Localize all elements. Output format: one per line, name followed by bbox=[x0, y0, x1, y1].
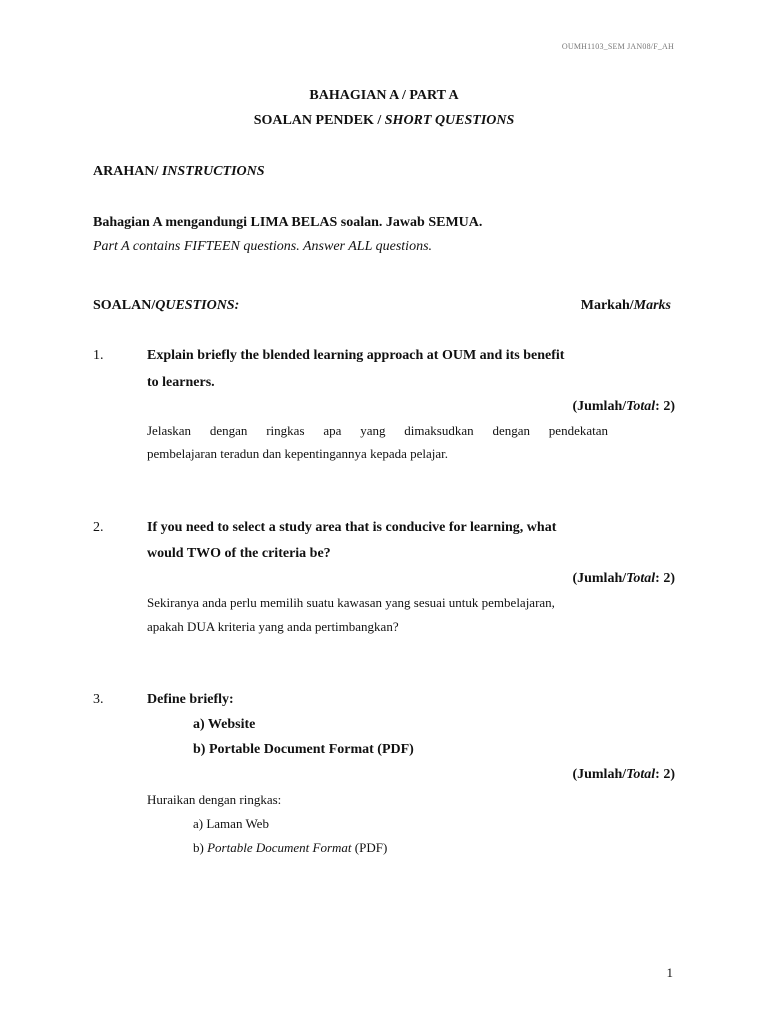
instructions-english: Part A contains FIFTEEN questions. Answer ALL questions. bbox=[93, 239, 433, 254]
marks-label: (Jumlah/ bbox=[572, 571, 627, 586]
marks-label: (Jumlah/ bbox=[572, 399, 627, 414]
section-subtitle bbox=[0, 113, 768, 129]
malay-item-italic: Portable Document Format bbox=[207, 840, 352, 855]
questions-heading-english: QUESTIONS: bbox=[155, 298, 240, 313]
question-malay-line: Huraikan dengan ringkas: bbox=[147, 792, 282, 807]
questions-column-heading bbox=[93, 298, 239, 314]
question-english-line: Explain briefly the blended learning approach at OUM and its benefit bbox=[147, 348, 565, 363]
subtitle-english: SHORT QUESTIONS bbox=[384, 113, 515, 128]
question-marks bbox=[572, 571, 675, 587]
part-title: BAHAGIAN A / PART A bbox=[309, 88, 459, 103]
marks-value: : 2) bbox=[655, 767, 675, 782]
question-number: 1. bbox=[93, 348, 104, 363]
marks-column-heading bbox=[581, 298, 671, 314]
question-english-item: b) Portable Document Format (PDF) bbox=[193, 742, 414, 757]
document-code: OUMH1103_SEM JAN08/F_AH bbox=[561, 42, 674, 51]
question-malay-line: apakah DUA kriteria yang anda pertimbangkan? bbox=[147, 619, 399, 634]
malay-item-prefix: b) bbox=[193, 840, 208, 855]
marks-heading-english: Marks bbox=[633, 298, 671, 313]
marks-total-label: Total bbox=[626, 767, 656, 782]
question-malay-item: a) Laman Web bbox=[193, 816, 269, 831]
question-english-line: would TWO of the criteria be? bbox=[147, 546, 331, 561]
question-english-line: Define briefly: bbox=[147, 692, 234, 707]
questions-heading-malay: SOALAN/ bbox=[93, 298, 156, 313]
instructions-heading-english: INSTRUCTIONS bbox=[161, 164, 265, 179]
instructions-heading bbox=[93, 164, 265, 180]
marks-heading-malay: Markah/ bbox=[580, 298, 634, 313]
question-malay-item bbox=[193, 840, 387, 856]
question-marks bbox=[572, 399, 675, 415]
subtitle-malay: SOALAN PENDEK / bbox=[253, 113, 385, 128]
question-english-item: a) Website bbox=[193, 717, 256, 732]
question-malay-line: pembelajaran teradun dan kepentingannya kepada pelajar. bbox=[147, 446, 449, 461]
question-number: 3. bbox=[93, 692, 104, 707]
marks-total-label: Total bbox=[626, 399, 656, 414]
marks-total-label: Total bbox=[626, 571, 656, 586]
question-malay-line: Jelaskan dengan ringkas apa yang dimaksudkan dengan pendekatan bbox=[147, 423, 608, 438]
instructions-malay: Bahagian A mengandungi LIMA BELAS soalan. Jawab SEMUA. bbox=[93, 215, 483, 230]
question-malay-line: Sekiranya anda perlu memilih suatu kawasan yang sesuai untuk pembelajaran, bbox=[147, 595, 555, 610]
marks-value: : 2) bbox=[655, 399, 675, 414]
instructions-heading-malay: ARAHAN/ bbox=[93, 164, 162, 179]
question-english-line: to learners. bbox=[147, 375, 215, 390]
marks-label: (Jumlah/ bbox=[572, 767, 627, 782]
question-marks bbox=[572, 767, 675, 783]
page-number: 1 bbox=[666, 965, 673, 980]
question-number: 2. bbox=[93, 520, 104, 535]
question-english-line: If you need to select a study area that is conducive for learning, what bbox=[147, 520, 557, 535]
marks-value: : 2) bbox=[655, 571, 675, 586]
malay-item-suffix: (PDF) bbox=[351, 840, 388, 855]
